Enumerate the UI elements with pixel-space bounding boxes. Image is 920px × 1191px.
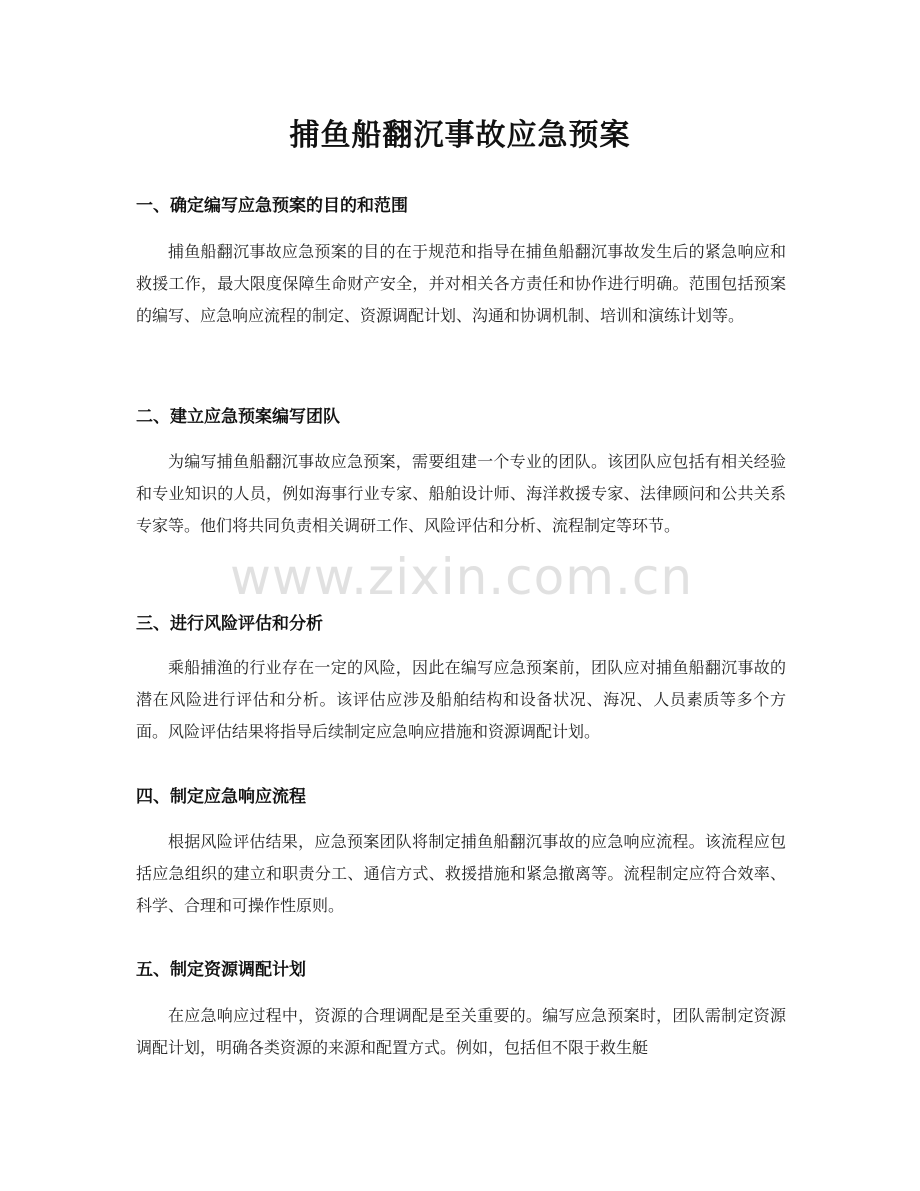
section-heading-4: 四、制定应急响应流程 — [136, 787, 306, 807]
section-body-2: 为编写捕鱼船翻沉事故应急预案，需要组建一个专业的团队。该团队应包括有相关经验和专业知识的人员，例如海事行业专家、船舶设计师、海洋救援专家、法律顾问和公共关系专家等。他们将共同负责相关调研工作、风险评估和分析、流程制定等环节。 — [136, 452, 786, 535]
section-heading-2: 二、建立应急预案编写团队 — [136, 407, 340, 427]
section-body-5: 在应急响应过程中，资源的合理调配是至关重要的。编写应急预案时，团队需制定资源调配计划，明确各类资源的来源和配置方式。例如，包括但不限于救生艇 — [136, 1006, 786, 1057]
section-heading-5: 五、制定资源调配计划 — [136, 960, 306, 980]
section-body-4: 根据风险评估结果，应急预案团队将制定捕鱼船翻沉事故的应急响应流程。该流程应包括应急组织的建立和职责分工、通信方式、救援措施和紧急撤离等。流程制定应符合效率、科学、合理和可操作性原则。 — [136, 832, 786, 915]
document-title: 捕鱼船翻沉事故应急预案 — [289, 118, 631, 153]
section-body-3: 乘船捕渔的行业存在一定的风险，因此在编写应急预案前，团队应对捕鱼船翻沉事故的潜在风险进行评估和分析。该评估应涉及船舶结构和设备状况、海况、人员素质等多个方面。风险评估结果将指导后续制定应急响应措施和资源调配计划。 — [136, 658, 786, 741]
watermark-text: www.zixin.com.cn — [230, 548, 694, 606]
section-body-1: 捕鱼船翻沉事故应急预案的目的在于规范和指导在捕鱼船翻沉事故发生后的紧急响应和救援工作，最大限度保障生命财产安全，并对相关各方责任和协作进行明确。范围包括预案的编写、应急响应流程的制定、资源调配计划、沟通和协调机制、培训和演练计划等。 — [136, 242, 786, 325]
section-heading-3: 三、进行风险评估和分析 — [136, 614, 323, 634]
section-heading-1: 一、确定编写应急预案的目的和范围 — [136, 196, 408, 216]
